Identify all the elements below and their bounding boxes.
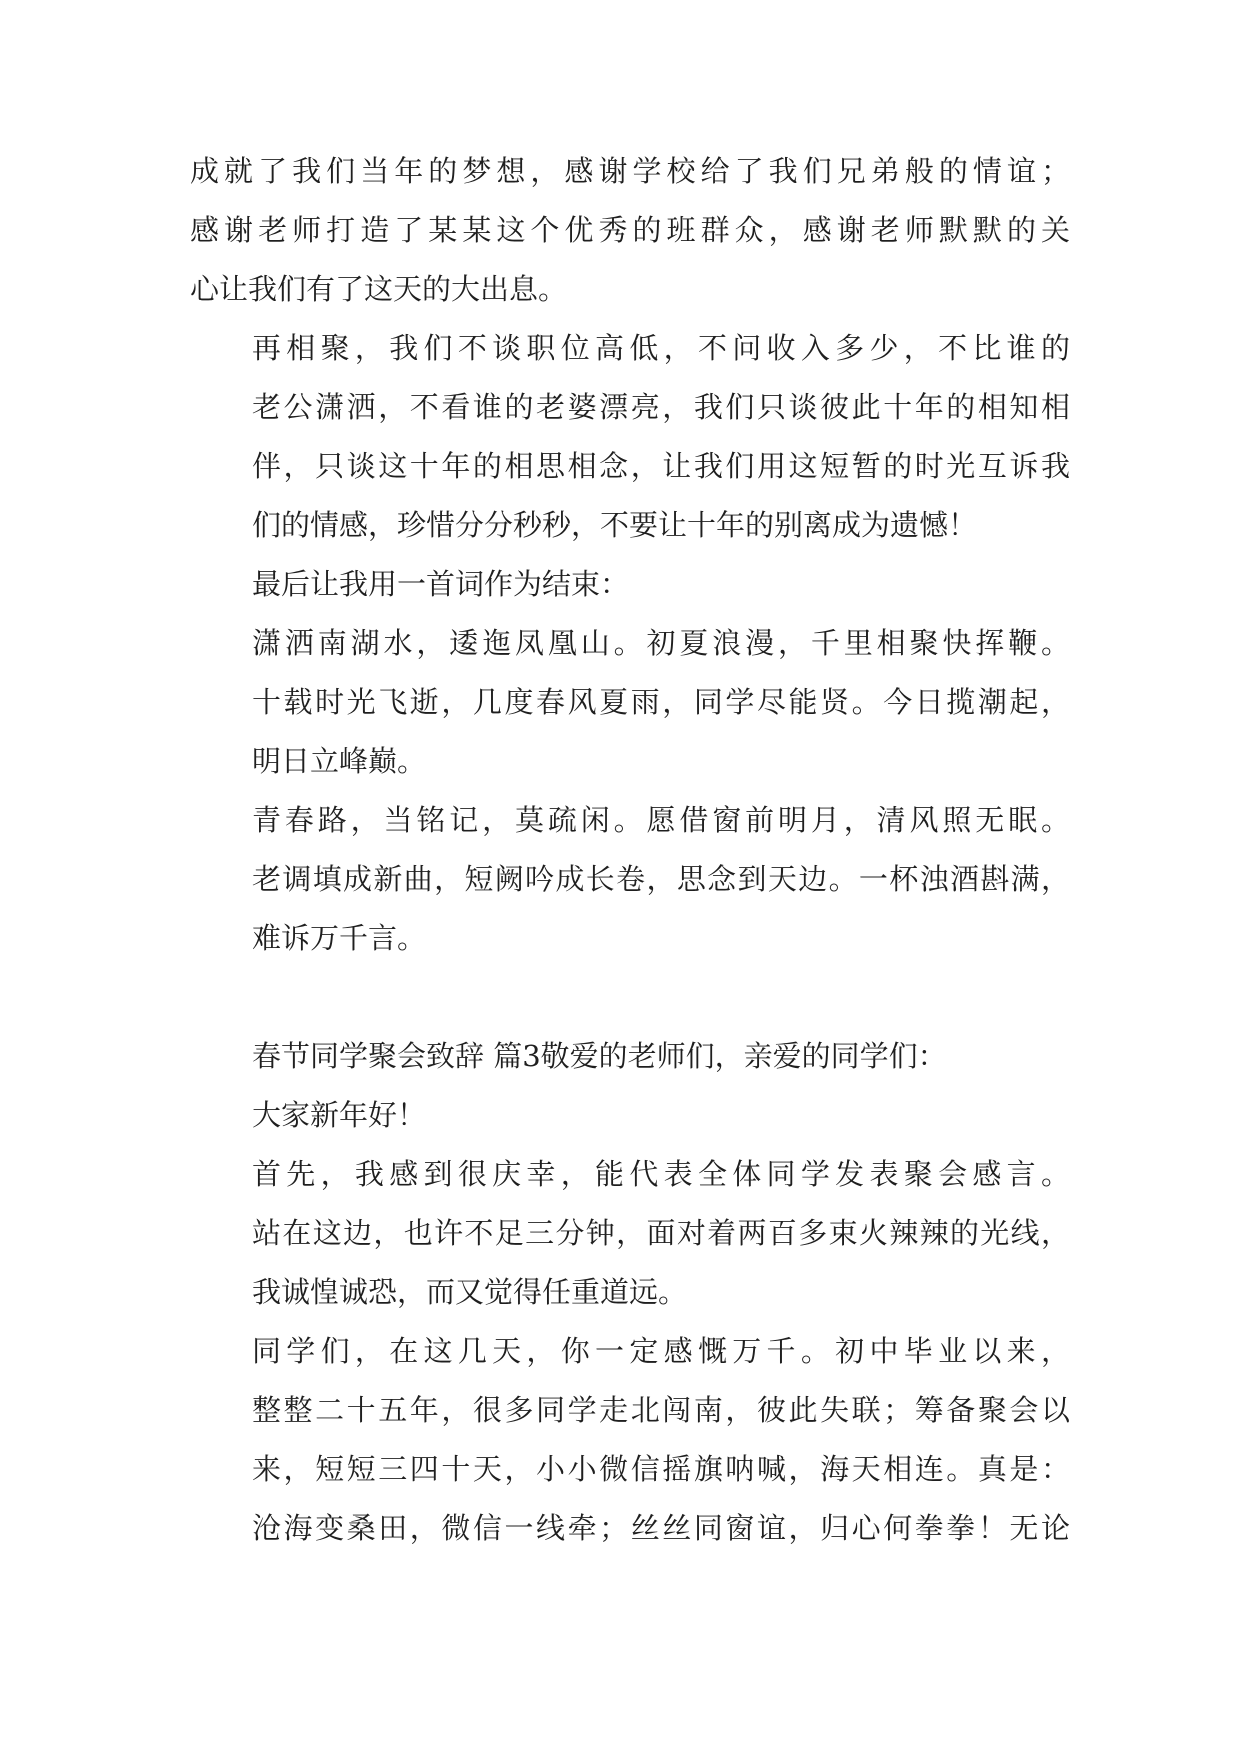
text-line: 春节同学聚会致辞 篇3敬爱的老师们，亲爱的同学们： [252,1039,947,1073]
paragraph-closing-intro [190,555,1070,614]
text-line: 潇洒南湖水，逶迤凤凰山。初夏浪漫，千里相聚快挥鞭。 [252,626,1070,660]
section-gap [190,968,1070,1027]
text-line: 站在这边，也许不足三分钟，面对着两百多束火辣辣的光线， [252,1216,1070,1250]
text-line: 来，短短三四十天，小小微信摇旗呐喊，海天相连。真是： [252,1452,1070,1486]
text-line: 青春路，当铭记，莫疏闲。愿借窗前明月，清风照无眠。 [252,803,1070,837]
poem-stanza-2 [190,791,1070,968]
text-line: 大家新年好！ [252,1098,427,1132]
text-line: 老公潇洒，不看谁的老婆漂亮，我们只谈彼此十年的相知相 [252,390,1070,424]
text-line: 成就了我们当年的梦想，感谢学校给了我们兄弟般的情谊； [190,154,1070,188]
poem-stanza-1 [190,614,1070,791]
section-heading-part-3 [190,1027,1070,1086]
text-line: 我诚惶诚恐，而又觉得任重道远。 [252,1275,688,1309]
paragraph-reunion [190,319,1070,555]
text-line: 十载时光飞逝，几度春风夏雨，同学尽能贤。今日揽潮起， [252,685,1070,719]
text-line: 再相聚，我们不谈职位高低，不问收入多少，不比谁的 [252,331,1070,365]
text-line: 同学们，在这几天，你一定感慨万千。初中毕业以来， [252,1334,1070,1368]
text-line: 首先，我感到很庆幸，能代表全体同学发表聚会感言。 [252,1157,1070,1191]
paragraph-opening [190,1145,1070,1322]
text-line: 最后让我用一首词作为结束： [252,567,630,601]
paragraph-classmates [190,1322,1070,1558]
text-line: 感谢老师打造了某某这个优秀的班群众，感谢老师默默的关 [190,213,1070,247]
text-line: 明日立峰巅。 [252,744,427,778]
text-line: 难诉万千言。 [252,921,427,955]
text-line: 心让我们有了这天的大出息。 [190,272,568,306]
document-body [190,142,1070,1558]
text-line: 整整二十五年，很多同学走北闯南，彼此失联；筹备聚会以 [252,1393,1070,1427]
text-line: 沧海变桑田，微信一线牵；丝丝同窗谊，归心何拳拳！无论 [252,1511,1070,1545]
text-line: 伴，只谈这十年的相思相念，让我们用这短暂的时光互诉我 [252,449,1070,483]
text-line: 们的情感，珍惜分分秒秒，不要让十年的别离成为遗憾！ [252,508,978,542]
paragraph-thanks-continued [190,142,1070,319]
paragraph-greeting [190,1086,1070,1145]
text-line: 老调填成新曲，短阙吟成长卷，思念到天边。一杯浊酒斟满， [252,862,1070,896]
